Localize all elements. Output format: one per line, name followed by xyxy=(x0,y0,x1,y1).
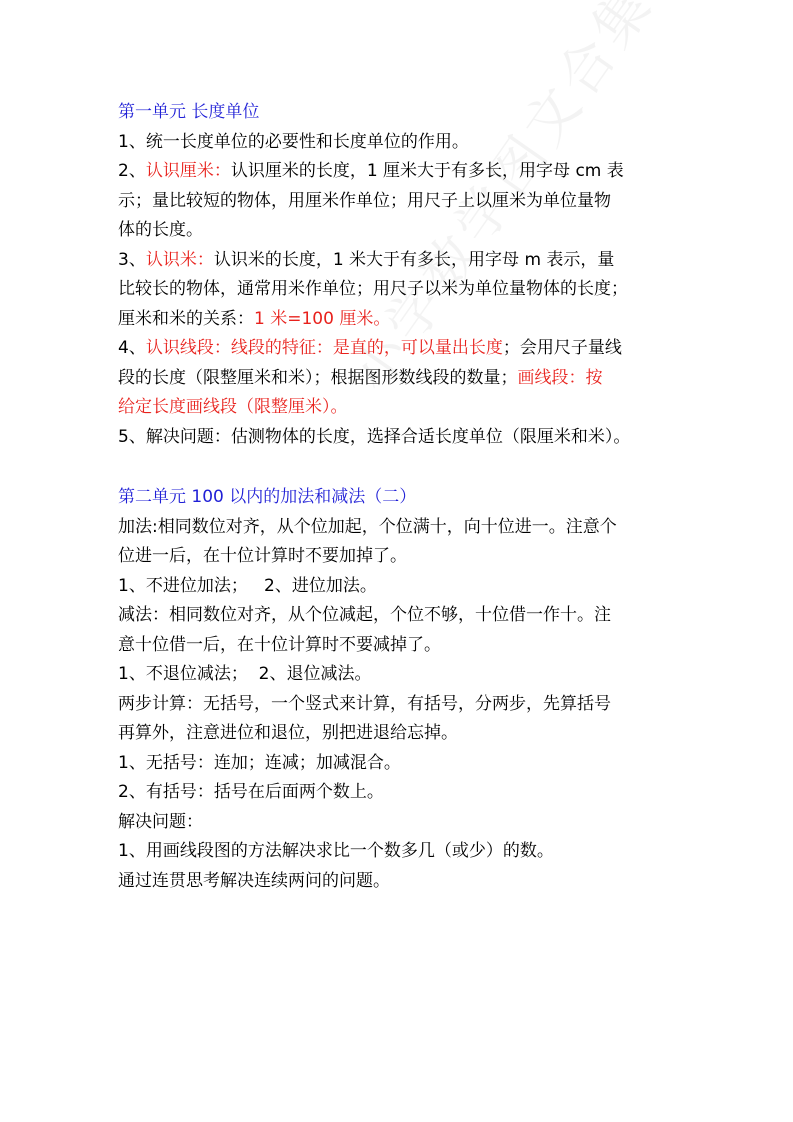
point-number: 4、 xyxy=(118,338,146,358)
unit1-point5: 5、解决问题：估测物体的长度，选择合适长度单位（限厘米和米）。 xyxy=(118,426,631,447)
point-text: 段的长度（限整厘米和米）；根据图形数线段的数量； xyxy=(118,367,518,388)
point-number: 2、 xyxy=(118,161,146,181)
point-highlight-red: 画线段：按 xyxy=(517,367,603,388)
problem-solving-heading: 解决问题： xyxy=(118,811,203,832)
point-number: 3、 xyxy=(118,249,146,270)
subtraction-rule-line2: 意十位借一后，在十位计算时不要减掉了。 xyxy=(118,634,441,655)
unit1-point1: 1、统一长度单位的必要性和长度单位的作用。 xyxy=(118,131,469,152)
unit1-point4-line3: 给定长度画线段（限整厘米）。 xyxy=(118,397,348,417)
section-spacer xyxy=(118,452,698,483)
subtraction-types: 1、不退位减法； 2、退位减法。 xyxy=(118,664,372,684)
no-bracket-rule: 1、无括号：连加；连减；加减混合。 xyxy=(118,752,401,773)
with-bracket-rule: 2、有括号：括号在后面两个数上。 xyxy=(118,782,384,802)
point-text: 认识厘米的长度，1 厘米大于有多长，用字母 cm 表 xyxy=(230,161,624,181)
addition-rule-line2: 位进一后，在十位计算时不要加掉了。 xyxy=(118,546,407,566)
unit1-point2-line2: 示；量比较短的物体，用厘米作单位；用尺子上以厘米为单位量物 xyxy=(118,190,611,211)
unit1-heading: 第一单元 长度单位 xyxy=(118,102,260,122)
two-step-line1: 两步计算：无括号，一个竖式来计算，有括号，分两步，先算括号 xyxy=(118,693,611,714)
point-text: 认识米的长度，1 米大于有多长，用字母 m 表示，量 xyxy=(213,249,615,270)
subtraction-rule-line1: 减法：相同数位对齐，从个位减起，个位不够，十位借一作十。注 xyxy=(118,605,611,625)
point-label-red: 认识米： xyxy=(145,249,214,270)
unit2-heading: 第二单元 100 以内的加法和减法（二） xyxy=(118,487,417,507)
point-text: 厘米和米的关系： xyxy=(118,308,254,329)
unit1-point4-line1 xyxy=(118,334,698,364)
problem-solving-item1: 1、用画线段图的方法解决求比一个数多几（或少）的数。 xyxy=(118,841,554,861)
unit1-point4-line2 xyxy=(118,364,698,394)
point-highlight-red: 认识线段：线段的特征：是直的，可以量出长度 xyxy=(145,338,503,358)
unit1-point3-line1 xyxy=(118,246,698,276)
unit1-point2-line1 xyxy=(118,157,698,187)
document-content xyxy=(118,98,698,896)
point-label-red: 认识厘米： xyxy=(145,161,231,181)
addition-rule-line1: 加法:相同数位对齐，从个位加起，个位满十，向十位进一。注意个 xyxy=(118,516,617,537)
unit1-point3-line2: 比较长的物体，通常用米作单位；用尺子以米为单位量物体的长度； xyxy=(118,279,628,299)
two-step-line2: 再算外，注意进位和退位，别把进退给忘掉。 xyxy=(118,723,458,743)
point-text: ；会用尺子量线 xyxy=(502,338,622,358)
point-highlight-red: 1 米=100 厘米。 xyxy=(254,308,391,329)
unit1-point3-line3 xyxy=(118,305,698,335)
problem-solving-item2: 通过连贯思考解决连续两问的问题。 xyxy=(118,870,390,891)
unit1-point2-line3: 体的长度。 xyxy=(118,220,203,240)
addition-types: 1、不进位加法； 2、进位加法。 xyxy=(118,575,377,596)
